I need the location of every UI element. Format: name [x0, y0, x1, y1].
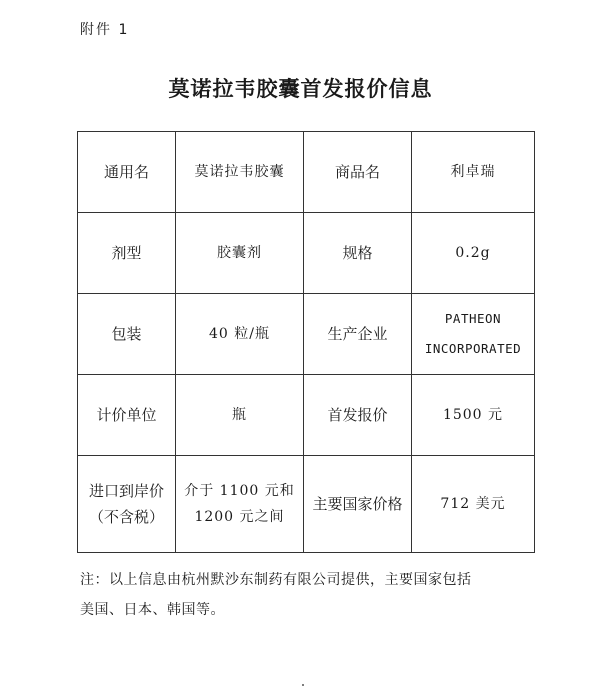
footnote-line2: 美国、日本、韩国等。 [80, 602, 225, 618]
footnote-line1: 注：以上信息由杭州默沙东制药有限公司提供，主要国家包括 [80, 572, 472, 588]
brand-name-label: 商品名 [304, 132, 412, 213]
table-row [78, 213, 535, 294]
import-price-value-line1: 介于 1100 元和 [184, 483, 295, 499]
specification-value: 0.2g [412, 213, 535, 294]
packaging-label: 包装 [78, 294, 176, 375]
generic-name-value: 莫诺拉韦胶囊 [176, 132, 304, 213]
import-price-value [176, 456, 304, 553]
pricing-unit-label: 计价单位 [78, 375, 176, 456]
table-row [78, 375, 535, 456]
manufacturer-value-line2: INCORPORATED [424, 341, 522, 356]
launch-price-label: 首发报价 [304, 375, 412, 456]
table-row [78, 132, 535, 213]
manufacturer-label: 生产企业 [304, 294, 412, 375]
manufacturer-value [412, 294, 535, 375]
major-country-price-value: 712 美元 [412, 456, 535, 553]
table-row [78, 294, 535, 375]
document-title: 莫诺拉韦胶囊首发报价信息 [168, 76, 433, 101]
footnote [80, 565, 540, 625]
import-price-label [78, 456, 176, 553]
import-price-value-line2: 1200 元之间 [194, 509, 285, 525]
generic-name-label: 通用名 [78, 132, 176, 213]
price-info-table [77, 131, 535, 553]
packaging-value: 40 粒/瓶 [176, 294, 304, 375]
manufacturer-value-line1: PATHEON [444, 311, 502, 326]
import-price-label-line1: 进口到岸价 [88, 482, 164, 500]
import-price-label-line2: （不含税） [88, 508, 164, 526]
major-country-price-label: 主要国家价格 [304, 456, 412, 553]
launch-price-value: 1500 元 [412, 375, 535, 456]
table-row [78, 456, 535, 553]
dosage-form-label: 剂型 [78, 213, 176, 294]
brand-name-value: 利卓瑞 [412, 132, 535, 213]
pricing-unit-value: 瓶 [176, 375, 304, 456]
specification-label: 规格 [304, 213, 412, 294]
attachment-label: 附件 1 [80, 22, 130, 38]
dosage-form-value: 胶囊剂 [176, 213, 304, 294]
page-mark [302, 684, 304, 686]
